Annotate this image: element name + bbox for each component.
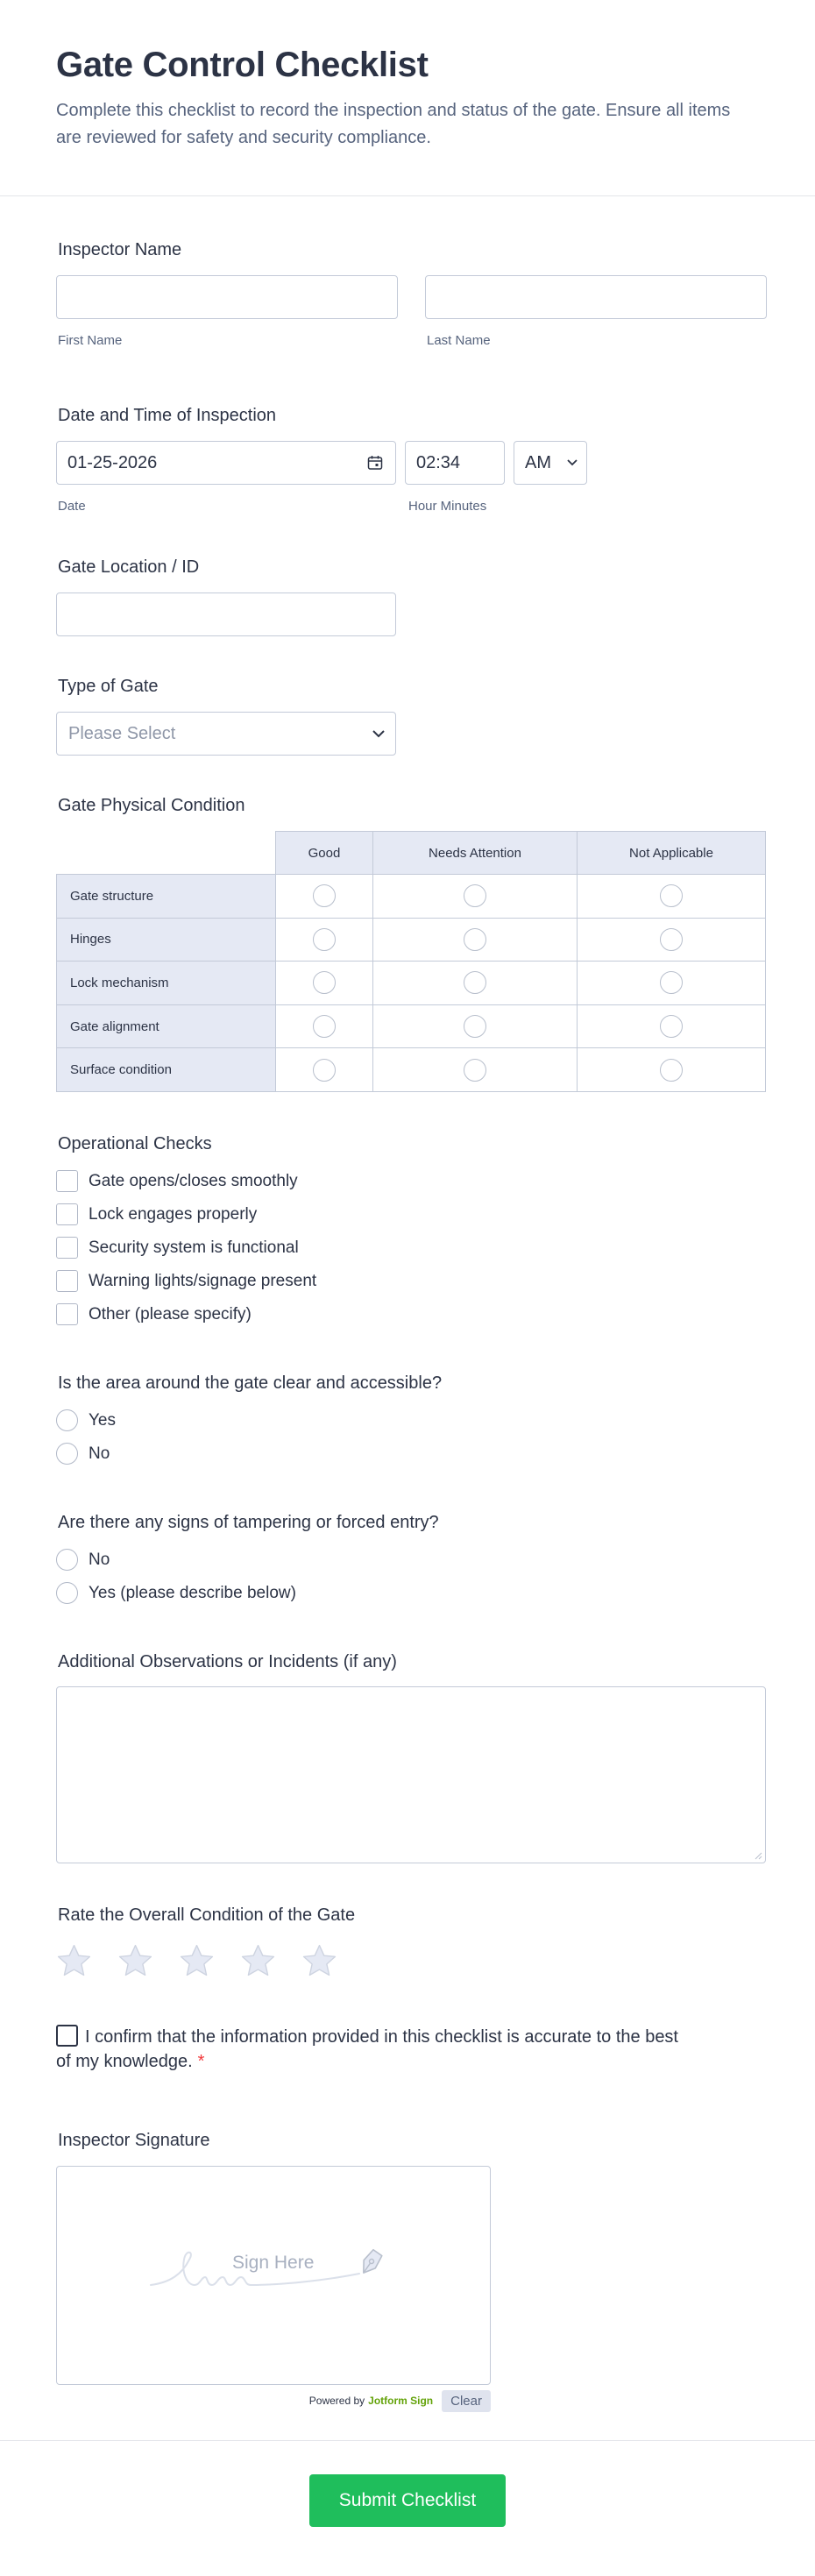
matrix-row: [57, 1048, 766, 1092]
checkbox[interactable]: [56, 1170, 78, 1192]
checkbox-label: Security system is functional: [89, 1238, 299, 1257]
observations-section: [56, 1652, 759, 1863]
jotform-sign-brand: Jotform Sign: [368, 2395, 434, 2408]
radio-button[interactable]: [56, 1409, 78, 1431]
matrix-radio[interactable]: [660, 928, 683, 951]
time-value: 02:34: [416, 452, 461, 472]
matrix-row-label: Surface condition: [57, 1048, 276, 1092]
matrix-radio[interactable]: [313, 884, 336, 907]
matrix-radio[interactable]: [464, 971, 486, 994]
checkbox-option[interactable]: [56, 1298, 759, 1331]
radio-label: Yes: [89, 1410, 116, 1430]
matrix-row: [57, 918, 766, 962]
matrix-corner: [57, 832, 276, 875]
matrix-row: [57, 875, 766, 919]
matrix-col-good: Good: [276, 832, 373, 875]
time-sublabel: Hour Minutes: [408, 499, 487, 514]
matrix-col-needs-attention: Needs Attention: [373, 832, 578, 875]
tampering-section: [56, 1513, 759, 1610]
clear-signature-button[interactable]: Clear: [442, 2390, 491, 2412]
rating-section: [56, 1905, 759, 1979]
submit-button[interactable]: Submit Checklist: [309, 2474, 506, 2527]
checkbox[interactable]: [56, 1270, 78, 1292]
observations-label: Additional Observations or Incidents (if any): [58, 1651, 397, 1671]
gate-type-placeholder: Please Select: [68, 723, 176, 743]
matrix-row-label: Gate structure: [57, 875, 276, 919]
radio-label: No: [89, 1444, 110, 1463]
gate-location-label: Gate Location / ID: [58, 557, 200, 577]
matrix-row-label: Gate alignment: [57, 1004, 276, 1048]
checkbox[interactable]: [56, 1237, 78, 1259]
signature-footer: [56, 2390, 491, 2412]
signature-label: Inspector Signature: [58, 2130, 210, 2150]
confirm-text: I confirm that the information provided in this checklist is accurate to the best of my knowledge.: [56, 2026, 678, 2071]
radio-label: Yes (please describe below): [89, 1583, 296, 1602]
radio-label: No: [89, 1550, 110, 1569]
resize-handle-icon[interactable]: [754, 1851, 762, 1860]
matrix-row-label: Lock mechanism: [57, 962, 276, 1005]
star-icon[interactable]: [301, 1943, 337, 1979]
tampering-label: Are there any signs of tampering or forced entry?: [58, 1512, 439, 1532]
form-description: Complete this checklist to record the inspection and status of the gate. Ensure all items are reviewed for safety and security compliance.: [56, 101, 731, 147]
calendar-icon[interactable]: [367, 455, 383, 471]
matrix-radio[interactable]: [464, 884, 486, 907]
required-asterisk: *: [197, 2051, 205, 2071]
confirm-section: [56, 2025, 687, 2074]
time-input[interactable]: [405, 441, 505, 485]
area-clear-label: Is the area around the gate clear and accessible?: [58, 1373, 443, 1393]
checkbox-label: Gate opens/closes smoothly: [89, 1171, 298, 1190]
gate-location-section: [56, 557, 759, 636]
matrix-row: [57, 962, 766, 1005]
radio-option[interactable]: [56, 1543, 759, 1577]
first-name-input[interactable]: [56, 275, 398, 319]
last-name-input[interactable]: [425, 275, 767, 319]
matrix-col-not-applicable: Not Applicable: [578, 832, 766, 875]
form-footer: [0, 2440, 815, 2576]
gate-type-select[interactable]: [56, 712, 396, 756]
checkbox[interactable]: [56, 1303, 78, 1325]
date-time-section: [56, 406, 759, 514]
form-body: [0, 240, 815, 2412]
signature-hint: Sign Here: [232, 2252, 315, 2273]
checkbox-option[interactable]: [56, 1231, 759, 1265]
star-icon[interactable]: [240, 1943, 276, 1979]
star-icon[interactable]: [56, 1943, 92, 1979]
date-sublabel: Date: [58, 499, 86, 514]
date-value: 01-25-2026: [67, 452, 158, 472]
checkbox-option[interactable]: [56, 1198, 759, 1231]
checkbox-option[interactable]: [56, 1265, 759, 1298]
star-rating: [56, 1943, 759, 1979]
matrix-row-label: Hinges: [57, 918, 276, 962]
inspector-name-label: Inspector Name: [58, 240, 182, 259]
matrix-radio[interactable]: [313, 1015, 336, 1038]
powered-by-text: Powered by: [308, 2395, 365, 2408]
gate-type-label: Type of Gate: [58, 677, 159, 696]
radio-button[interactable]: [56, 1582, 78, 1604]
ampm-select[interactable]: [514, 441, 587, 485]
area-clear-section: [56, 1373, 759, 1471]
signature-section: [56, 2131, 759, 2412]
operational-checks-section: [56, 1134, 759, 1331]
last-name-sublabel: Last Name: [427, 333, 491, 348]
first-name-sublabel: First Name: [58, 333, 123, 348]
ampm-value: AM: [525, 452, 551, 472]
form-title: Gate Control Checklist: [56, 46, 429, 84]
rating-label: Rate the Overall Condition of the Gate: [58, 1905, 356, 1925]
matrix-radio[interactable]: [464, 928, 486, 951]
checkbox[interactable]: [56, 1203, 78, 1225]
physical-condition-section: [56, 796, 759, 1092]
matrix-radio[interactable]: [464, 1059, 486, 1082]
condition-matrix: [56, 831, 766, 1092]
matrix-radio[interactable]: [464, 1015, 486, 1038]
operational-checks-label: Operational Checks: [58, 1133, 212, 1153]
signature-pad[interactable]: [56, 2166, 491, 2385]
radio-button[interactable]: [56, 1443, 78, 1465]
chevron-down-icon: [372, 730, 385, 738]
matrix-row: [57, 1004, 766, 1048]
star-icon[interactable]: [179, 1943, 215, 1979]
radio-option[interactable]: [56, 1437, 759, 1471]
checkbox-label: Other (please specify): [89, 1304, 252, 1323]
matrix-radio[interactable]: [313, 928, 336, 951]
matrix-radio[interactable]: [313, 1059, 336, 1082]
matrix-radio[interactable]: [660, 971, 683, 994]
star-icon[interactable]: [117, 1943, 153, 1979]
matrix-radio[interactable]: [313, 971, 336, 994]
inspector-name-section: [56, 240, 759, 348]
form-header: [0, 0, 815, 196]
matrix-radio[interactable]: [660, 884, 683, 907]
radio-option[interactable]: [56, 1577, 759, 1610]
physical-condition-label: Gate Physical Condition: [58, 796, 245, 815]
date-time-label: Date and Time of Inspection: [58, 406, 277, 425]
radio-button[interactable]: [56, 1549, 78, 1571]
confirm-checkbox[interactable]: [56, 2025, 78, 2047]
gate-location-input[interactable]: [56, 593, 396, 636]
matrix-radio[interactable]: [660, 1015, 683, 1038]
checkbox-option[interactable]: [56, 1165, 759, 1198]
checkbox-label: Warning lights/signage present: [89, 1271, 317, 1290]
radio-option[interactable]: [56, 1404, 759, 1437]
gate-type-section: [56, 677, 759, 756]
chevron-down-icon: [567, 459, 578, 466]
matrix-radio[interactable]: [660, 1059, 683, 1082]
date-input[interactable]: [56, 441, 396, 485]
observations-textarea[interactable]: [56, 1686, 766, 1863]
checkbox-label: Lock engages properly: [89, 1204, 258, 1224]
